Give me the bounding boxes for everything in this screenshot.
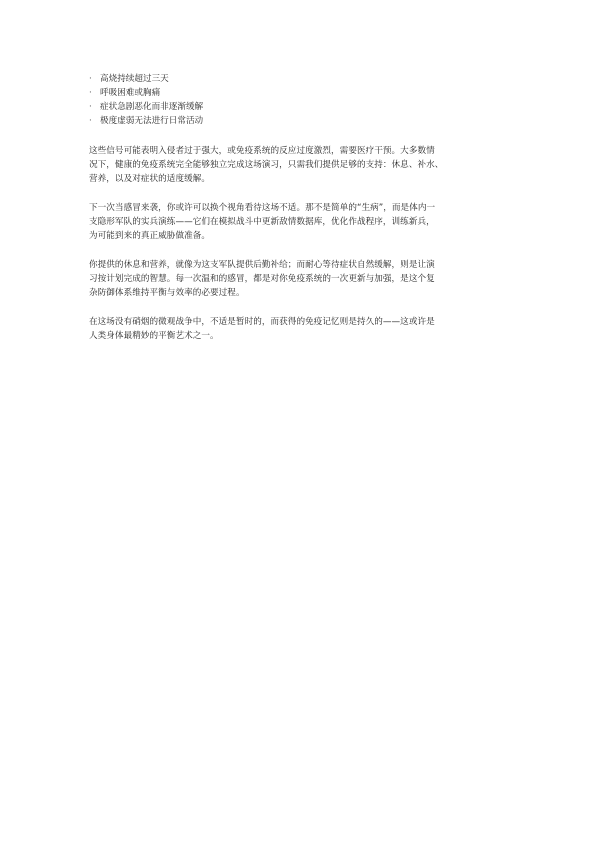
list-item bbox=[89, 86, 509, 100]
paragraph-medical-intervention bbox=[89, 144, 509, 186]
bullet-icon: · bbox=[89, 102, 92, 112]
paragraph-line: 习按计划完成的智慧。每一次温和的感冒，都是对你免疫系统的一次更新与加强，是这个复 bbox=[89, 274, 435, 284]
paragraph-logistics bbox=[89, 258, 509, 300]
bullet-icon: · bbox=[89, 116, 92, 126]
list-item-text: 症状急剧恶化而非逐渐缓解 bbox=[100, 102, 204, 112]
warning-sign-list bbox=[89, 72, 509, 128]
paragraph-new-perspective bbox=[89, 201, 509, 243]
list-item-text: 呼吸困难或胸痛 bbox=[100, 88, 161, 98]
paragraph-line: 在这场没有硝烟的微观战争中，不适是暂时的，而获得的免疫记忆则是持久的——这或许是 bbox=[89, 317, 435, 327]
paragraph-line: 支隐形军队的实兵演练——它们在模拟战斗中更新敌情数据库，优化作战程序，训练新兵， bbox=[89, 217, 435, 227]
paragraph-line: 况下，健康的免疫系统完全能够独立完成这场演习，只需我们提供足够的支持：休息、补水、 bbox=[89, 160, 444, 170]
paragraph-line: 下一次当感冒来袭，你或许可以换个视角看待这场不适。那不是简单的“生病”，而是体内一 bbox=[89, 203, 436, 213]
list-item bbox=[89, 100, 509, 114]
bullet-icon: · bbox=[89, 88, 92, 98]
bullet-icon: · bbox=[89, 74, 92, 84]
paragraph-line: 杂防御体系维持平衡与效率的必要过程。 bbox=[89, 288, 245, 298]
paragraph-line: 你提供的休息和营养，就像为这支军队提供后勤补给；而耐心等待症状自然缓解，则是让演 bbox=[89, 260, 435, 270]
list-item bbox=[89, 114, 509, 128]
paragraph-line: 人类身体最精妙的平衡艺术之一。 bbox=[89, 331, 219, 341]
paragraph-line: 这些信号可能表明入侵者过于强大，或免疫系统的反应过度激烈，需要医疗干预。大多数情 bbox=[89, 146, 435, 156]
list-item-text: 高烧持续超过三天 bbox=[100, 74, 169, 84]
list-item-text: 极度虚弱无法进行日常活动 bbox=[100, 116, 204, 126]
paragraph-line: 为可能到来的真正威胁做准备。 bbox=[89, 231, 211, 241]
document-body bbox=[89, 72, 509, 343]
paragraph-conclusion bbox=[89, 315, 509, 343]
paragraph-line: 营养，以及对症状的适度缓解。 bbox=[89, 174, 211, 184]
list-item bbox=[89, 72, 509, 86]
